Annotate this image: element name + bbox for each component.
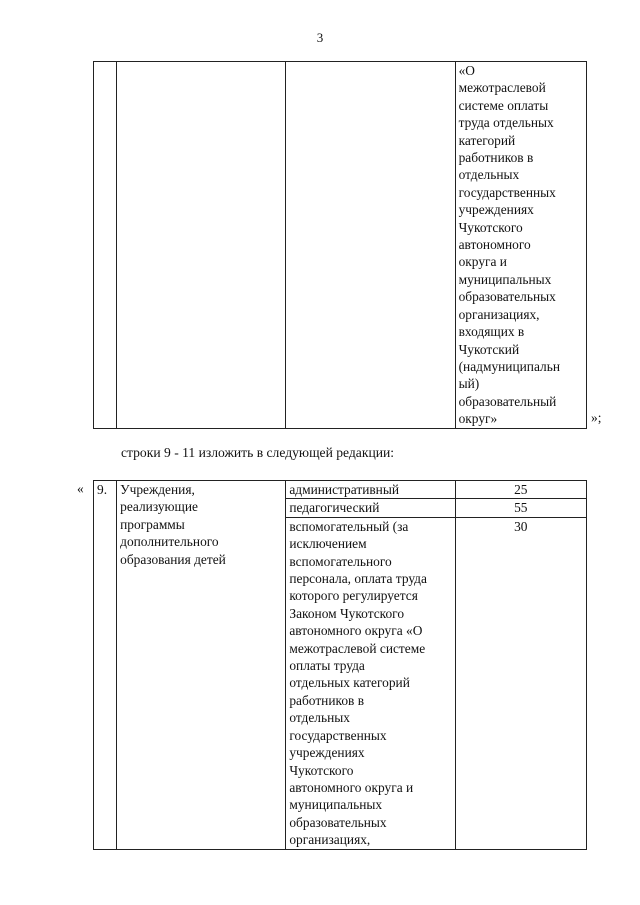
law-reference-line: Чукотского	[458, 219, 523, 235]
law-reference-line: отдельных	[458, 167, 520, 183]
value-cell	[455, 517, 586, 849]
institution-line: образования детей	[120, 551, 226, 567]
table-row	[94, 481, 587, 499]
law-reference-line: государственных	[458, 184, 556, 200]
institution-line: дополнительного	[120, 534, 219, 550]
support-category-line: отдельных	[289, 710, 350, 726]
instruction-text: строки 9 - 11 изложить в следующей редакции:	[121, 445, 395, 460]
closing-quote: »;	[591, 410, 602, 425]
support-category-line: вспомогательного	[289, 553, 392, 569]
support-category-line: учреждениях	[289, 745, 365, 761]
institution-text	[120, 481, 282, 568]
opening-quote: «	[77, 481, 84, 496]
law-reference-line: организациях,	[458, 306, 540, 322]
support-category-line: автономного округа и	[289, 779, 414, 795]
support-category-line: работников в	[289, 692, 365, 708]
empty-cell	[94, 62, 117, 429]
institution-cell	[117, 481, 286, 850]
continued-table	[93, 61, 587, 429]
support-category-line: оплаты труда	[289, 658, 365, 674]
support-category-line: образовательных	[289, 814, 387, 830]
law-reference-line: категорий	[458, 132, 516, 148]
law-reference-line: округ»	[458, 411, 498, 427]
empty-cell	[286, 62, 455, 429]
row-number: 9.	[97, 482, 108, 497]
category-administrative: административный	[289, 482, 400, 497]
law-reference-line: Чукотский	[458, 341, 520, 357]
law-reference-line: учреждениях	[458, 202, 534, 218]
support-category-line: Законом Чукотского	[289, 605, 405, 621]
law-reference-line: входящих в	[458, 324, 525, 340]
support-category-line: отдельных категорий	[289, 675, 410, 691]
law-reference-line: округа и	[458, 254, 507, 270]
institution-line: Учреждения,	[120, 482, 195, 497]
institution-line: программы	[120, 516, 185, 532]
table-row	[94, 62, 587, 429]
law-reference-line: муниципальных	[458, 271, 552, 287]
support-category-line: организациях,	[289, 832, 371, 848]
law-reference-line: автономного	[458, 237, 531, 253]
law-reference-line: «О	[458, 63, 475, 78]
support-category-line: исключением	[289, 536, 367, 552]
support-category-line: государственных	[289, 727, 387, 743]
support-category-line: автономного округа «О	[289, 623, 423, 639]
value-support: 30	[514, 518, 528, 534]
value-cell	[455, 499, 586, 517]
law-reference-line: образовательных	[458, 289, 556, 305]
row-number-cell	[94, 481, 117, 850]
category-pedagogical: педагогический	[289, 500, 380, 516]
support-category-line: персонала, оплата труда	[289, 571, 427, 587]
category-cell	[286, 499, 455, 517]
support-category-line: вспомогательный (за	[289, 518, 409, 534]
law-reference-line: труда отдельных	[458, 115, 554, 131]
empty-cell	[117, 62, 286, 429]
support-category-line: которого регулируется	[289, 588, 418, 604]
value-pedagogical: 55	[514, 500, 528, 516]
law-reference-line: (надмуниципальн	[458, 358, 560, 374]
law-reference-text	[459, 62, 583, 428]
value-cell	[455, 481, 586, 499]
law-reference-line: ый)	[458, 376, 480, 392]
law-reference-line: работников в	[458, 150, 534, 166]
institution-line: реализующие	[120, 499, 198, 515]
new-rows-table	[93, 480, 587, 850]
support-category-line: межотраслевой системе	[289, 640, 426, 656]
category-cell	[286, 481, 455, 499]
support-category-line: Чукотского	[289, 762, 354, 778]
value-administrative: 25	[514, 482, 528, 497]
law-reference-line: системе оплаты	[458, 97, 549, 113]
category-cell	[286, 517, 455, 849]
law-reference-line: образовательный	[458, 393, 557, 409]
law-reference-cell	[455, 62, 586, 429]
law-reference-line: межотраслевой	[458, 80, 546, 96]
support-category-line: муниципальных	[289, 797, 383, 813]
page-number: 3	[316, 30, 324, 45]
category-support	[289, 518, 451, 849]
